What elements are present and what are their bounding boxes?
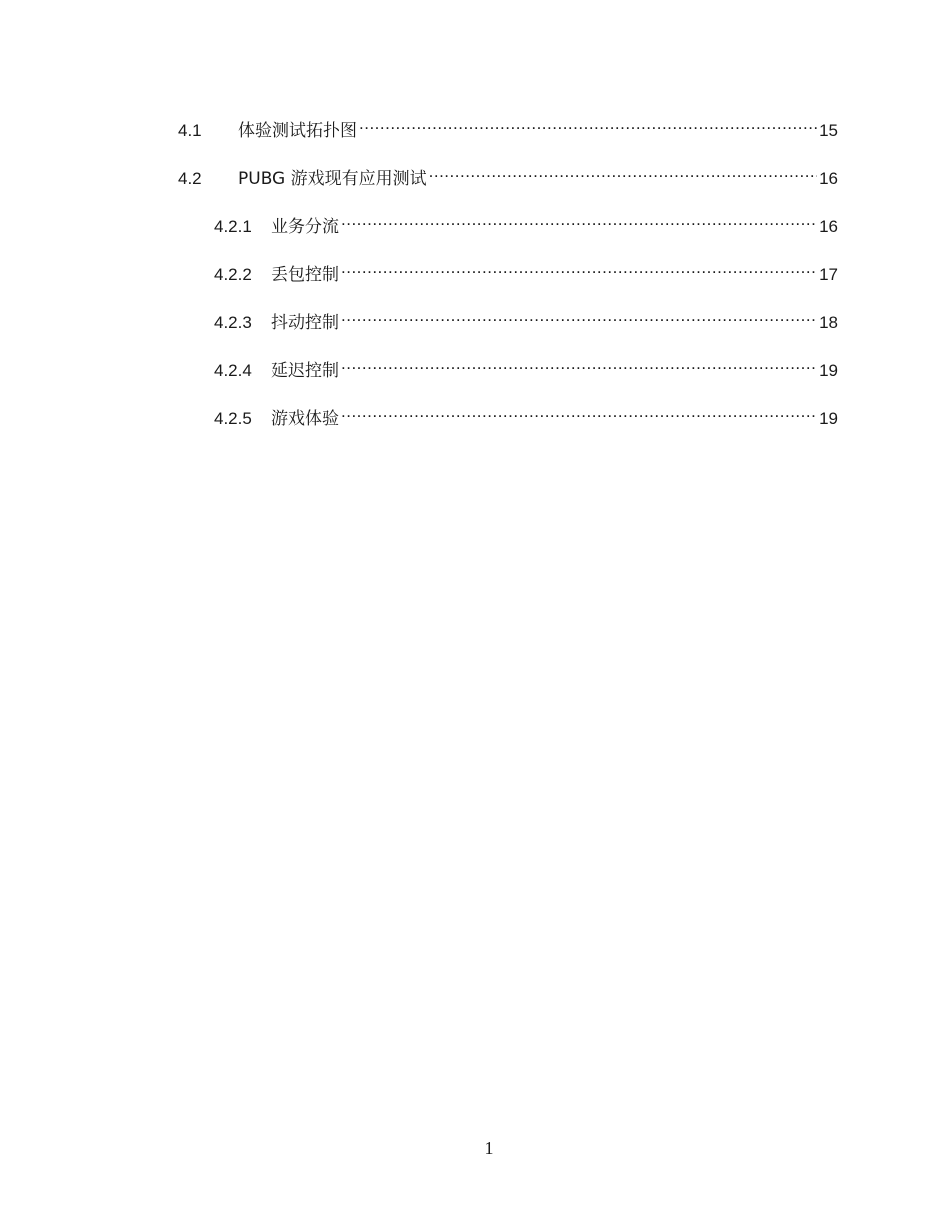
toc-entry-title: 业务分流 — [271, 217, 339, 237]
toc-entry-4-2-2[interactable] — [214, 256, 838, 285]
toc-entry-number: 4.1 — [178, 121, 202, 140]
toc-entry-4-2[interactable] — [178, 160, 838, 189]
toc-entry-number: 4.2.3 — [214, 313, 252, 332]
toc-entry-page: 15 — [819, 121, 838, 140]
toc-entry-title: 丢包控制 — [271, 265, 339, 285]
toc-entry-number: 4.2.1 — [214, 217, 252, 236]
toc-entry-page: 17 — [819, 265, 838, 284]
toc-entry-number: 4.2 — [178, 169, 202, 188]
toc-entry-page: 16 — [819, 217, 838, 236]
dot-leader — [341, 400, 817, 424]
toc-entry-4-2-1[interactable] — [214, 208, 838, 237]
toc-entry-4-2-5[interactable] — [214, 400, 838, 429]
dot-leader — [341, 352, 817, 376]
toc-entry-title: 游戏体验 — [271, 409, 339, 429]
dot-leader — [429, 160, 817, 184]
toc-entry-number: 4.2.2 — [214, 265, 252, 284]
toc-entry-page: 19 — [819, 361, 838, 380]
toc-entry-page: 19 — [819, 409, 838, 428]
dot-leader — [341, 208, 817, 232]
toc-entry-title: 抖动控制 — [271, 313, 339, 333]
toc-entry-4-1[interactable] — [178, 112, 838, 141]
toc-entry-title: 延迟控制 — [271, 361, 339, 381]
toc-entry-title: PUBG 游戏现有应用测试 — [238, 169, 427, 189]
toc-entry-title: 体验测试拓扑图 — [238, 121, 357, 141]
footer-page-number: 1 — [484, 1138, 494, 1158]
toc-entry-number: 4.2.4 — [214, 361, 252, 380]
toc-entry-page: 18 — [819, 313, 838, 332]
dot-leader — [359, 112, 817, 136]
dot-leader — [341, 304, 817, 328]
toc-entry-4-2-3[interactable] — [214, 304, 838, 333]
toc-entry-number: 4.2.5 — [214, 409, 252, 428]
toc-entry-page: 16 — [819, 169, 838, 188]
toc-entry-4-2-4[interactable] — [214, 352, 838, 381]
dot-leader — [341, 256, 817, 280]
